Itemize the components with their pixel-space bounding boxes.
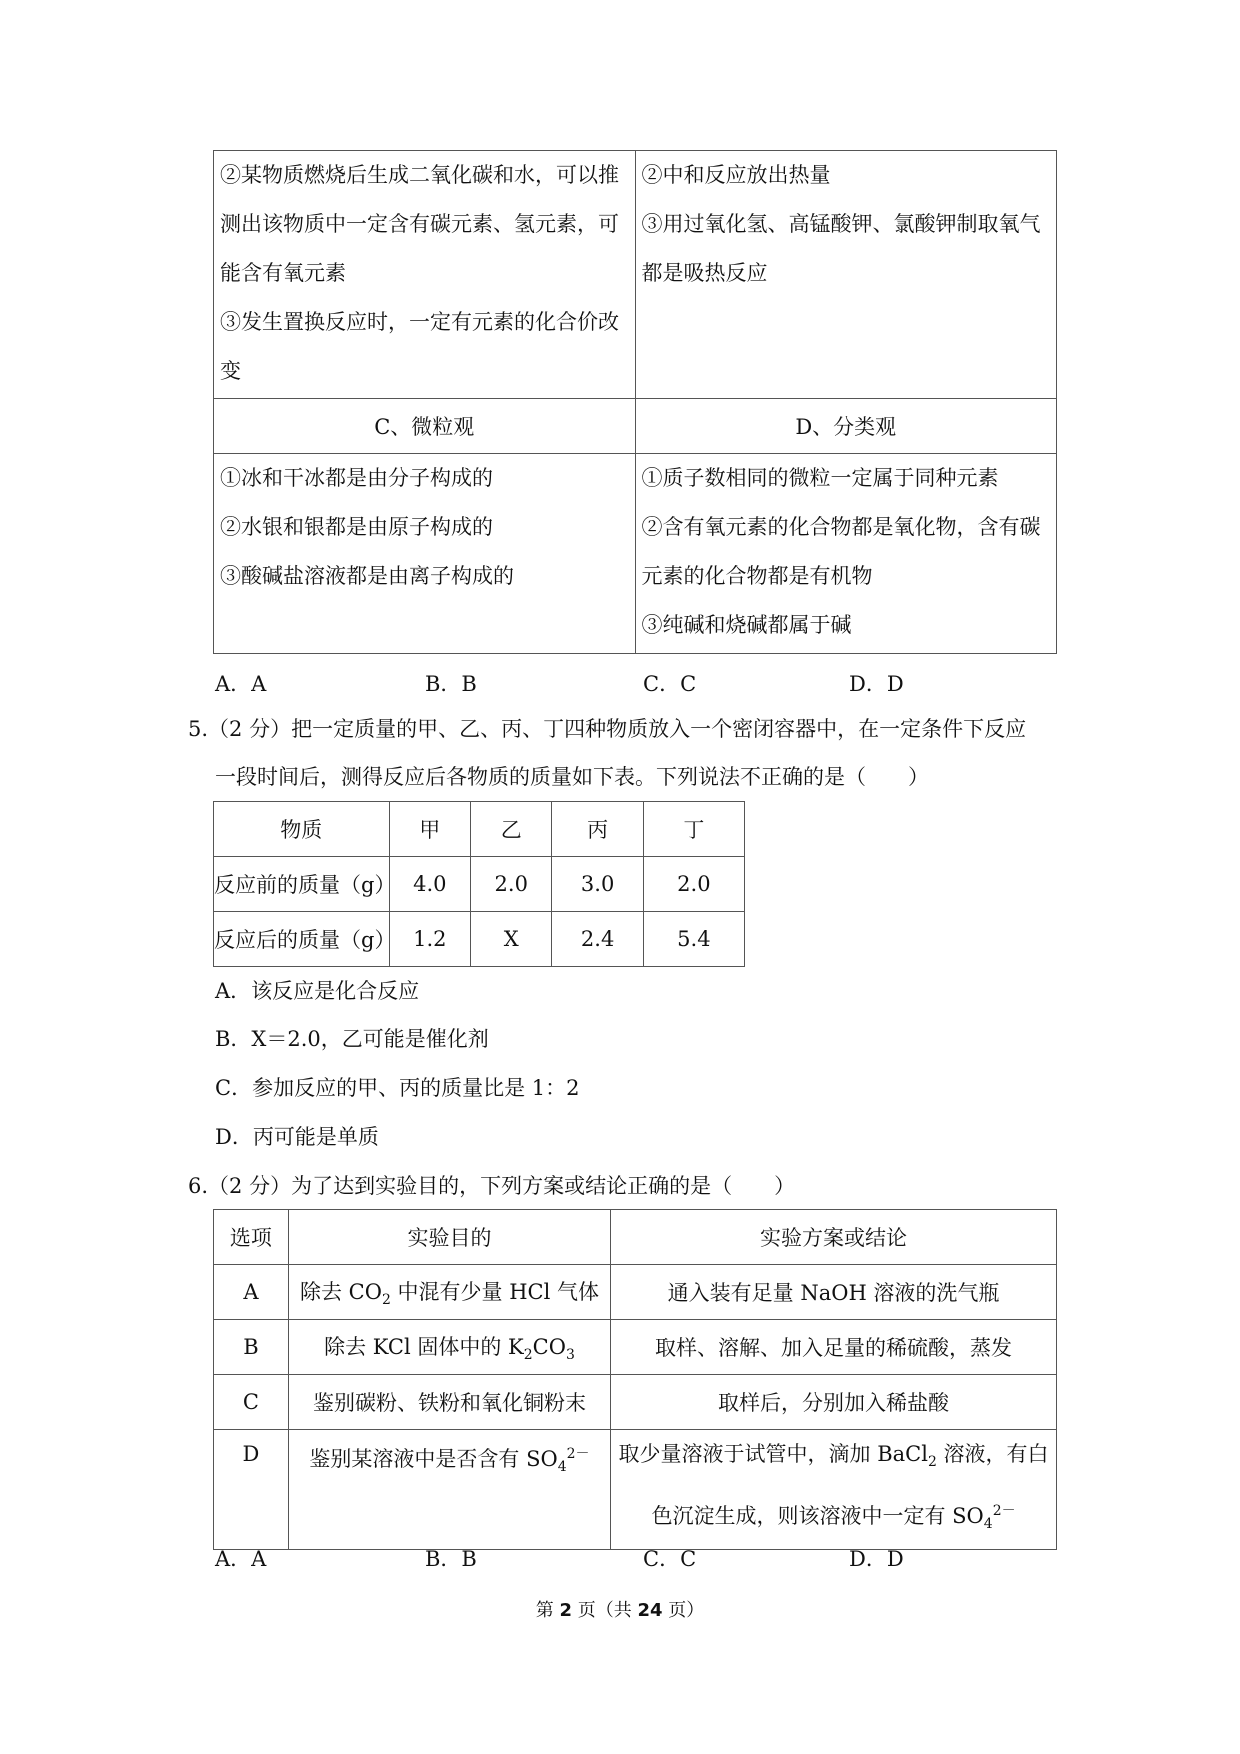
q6-plan-cell: 通入装有足量 NaOH 溶液的洗气瓶 <box>611 1265 1057 1320</box>
q5-cell: X <box>471 912 552 967</box>
q5-option-a[interactable]: A．该反应是化合反应 <box>215 979 420 1003</box>
q4-c-item: ③酸碱盐溶液都是由离子构成的 <box>220 564 514 588</box>
q6-option-cell: B <box>214 1320 289 1375</box>
q4-b-col1-line: 变 <box>220 359 241 383</box>
page-footer: 第 2 页（共 24 页） <box>535 1600 705 1621</box>
table-row <box>214 1375 1057 1430</box>
q4-d-item: ②含有氧元素的化合物都是氧化物，含有碳 <box>641 515 1041 539</box>
q6-stem: 6.（2 分）为了达到实验目的，下列方案或结论正确的是（ ） <box>188 1174 796 1198</box>
q4-d-header: D、分类观 <box>635 399 1057 454</box>
q6-option-cell: D <box>214 1430 289 1550</box>
q5-cell: 2.4 <box>552 912 643 967</box>
q5-option-b[interactable]: B．X＝2.0，乙可能是催化剂 <box>215 1027 489 1051</box>
q4-c-item: ②水银和银都是由原子构成的 <box>220 515 493 539</box>
page-total: 24 <box>637 1600 663 1621</box>
q5-cell: 3.0 <box>552 857 643 912</box>
table-row <box>214 1320 1057 1375</box>
q4-table <box>213 150 1057 654</box>
q6-choice-d[interactable]: D．D <box>849 1547 904 1571</box>
table-row <box>214 1430 1057 1550</box>
q5-table <box>213 801 745 967</box>
q4-b-col1-line: ②某物质燃烧后生成二氧化碳和水，可以推 <box>220 163 619 187</box>
q5-header-cell: 物质 <box>214 802 390 857</box>
q4-c-items <box>214 454 636 654</box>
q4-d-item: ①质子数相同的微粒一定属于同种元素 <box>641 466 999 490</box>
q5-option-c[interactable]: C．参加反应的甲、丙的质量比是 1：2 <box>215 1076 580 1100</box>
q5-cell: 反应后的质量（g） <box>214 912 390 967</box>
q5-cell: 反应前的质量（g） <box>214 857 390 912</box>
q4-d-item: ③纯碱和烧碱都属于碱 <box>641 613 852 637</box>
q6-plan-cell: 取样后，分别加入稀盐酸 <box>611 1375 1057 1430</box>
q4-b-col2-line: ③用过氧化氢、高锰酸钾、氯酸钾制取氧气 <box>641 212 1041 236</box>
q4-choice-c[interactable]: C．C <box>643 672 697 696</box>
q6-option-cell: A <box>214 1265 289 1320</box>
q5-cell: 4.0 <box>389 857 470 912</box>
q6-choice-c[interactable]: C．C <box>643 1547 697 1571</box>
q6-goal-cell: 鉴别碳粉、铁粉和氧化铜粉末 <box>288 1375 610 1430</box>
q5-cell: 2.0 <box>643 857 744 912</box>
q5-header-cell: 乙 <box>471 802 552 857</box>
q6-choices <box>0 1544 1240 1574</box>
q5-cell: 5.4 <box>643 912 744 967</box>
table-row <box>214 1265 1057 1320</box>
q6-table <box>213 1209 1057 1550</box>
q6-goal-cell: 除去 KCl 固体中的 $K_2CO_3$ <box>288 1320 610 1375</box>
q6-header-goal: 实验目的 <box>288 1210 610 1265</box>
q4-b-col1-line: 测出该物质中一定含有碳元素、氢元素，可 <box>220 212 619 236</box>
q4-choices <box>0 669 1240 699</box>
table-row <box>214 857 745 912</box>
q6-choice-a[interactable]: A．A <box>215 1547 267 1571</box>
q5-cell: 1.2 <box>389 912 470 967</box>
q5-cell: 2.0 <box>471 857 552 912</box>
q4-b-col2-line: ②中和反应放出热量 <box>641 163 831 187</box>
q4-d-items <box>635 454 1057 654</box>
q4-choice-a[interactable]: A．A <box>215 672 267 696</box>
q6-header-option: 选项 <box>214 1210 289 1265</box>
q4-c-item: ①冰和干冰都是由分子构成的 <box>220 466 493 490</box>
q5-stem-line1: 5.（2 分）把一定质量的甲、乙、丙、丁四种物质放入一个密闭容器中，在一定条件下反应 <box>188 717 1027 741</box>
q4-c-header: C、微粒观 <box>214 399 636 454</box>
q6-goal-cell: 鉴别某溶液中是否含有 $SO_4^{2-}$ <box>288 1430 610 1550</box>
q5-option-d[interactable]: D．丙可能是单质 <box>215 1125 379 1149</box>
q6-plan-cell: 取少量溶液于试管中，滴加 BaCl$_2$ 溶液，有白 色沉淀生成，则该溶液中一定有 $SO_4^{2-}$ <box>611 1430 1057 1550</box>
q6-plan-cell: 取样、溶解、加入足量的稀硫酸，蒸发 <box>611 1320 1057 1375</box>
q4-b-col1 <box>214 151 636 399</box>
q5-header-cell: 丙 <box>552 802 643 857</box>
q4-d-item: 元素的化合物都是有机物 <box>641 564 873 588</box>
q6-header-plan: 实验方案或结论 <box>611 1210 1057 1265</box>
q5-header-cell: 丁 <box>643 802 744 857</box>
q5-stem-line2: 一段时间后，测得反应后各物质的质量如下表。下列说法不正确的是（ ） <box>215 765 929 789</box>
q6-option-cell: C <box>214 1375 289 1430</box>
q4-b-col1-line: ③发生置换反应时，一定有元素的化合价改 <box>220 310 619 334</box>
q4-choice-b[interactable]: B．B <box>425 672 477 696</box>
page-number: 2 <box>559 1600 572 1621</box>
q6-goal-cell: 除去 $CO_2$ 中混有少量 HCl 气体 <box>288 1265 610 1320</box>
q4-b-col2-line: 都是吸热反应 <box>641 261 768 285</box>
q4-choice-d[interactable]: D．D <box>849 672 904 696</box>
q6-choice-b[interactable]: B．B <box>425 1547 477 1571</box>
q5-header-cell: 甲 <box>389 802 470 857</box>
q4-b-col1-line: 能含有氧元素 <box>220 261 346 285</box>
q4-b-col2 <box>635 151 1057 399</box>
table-row <box>214 912 745 967</box>
